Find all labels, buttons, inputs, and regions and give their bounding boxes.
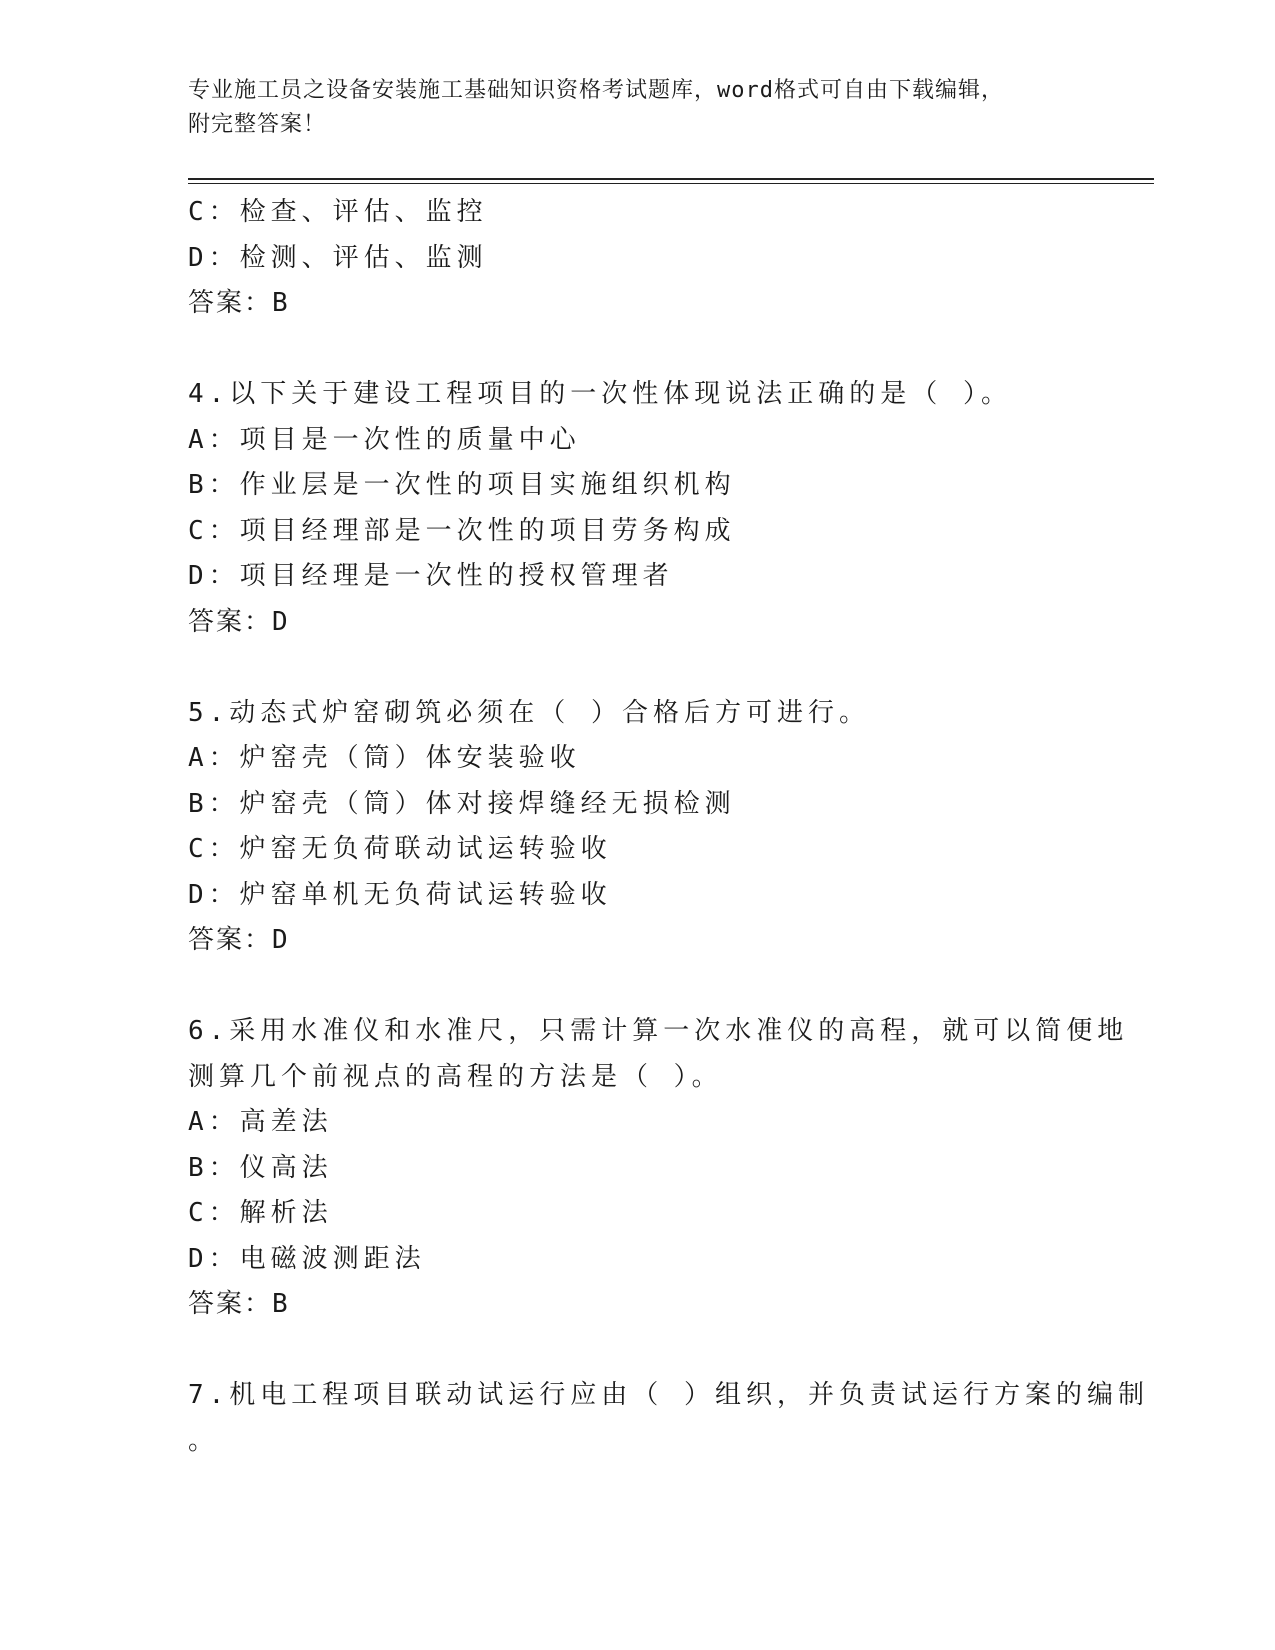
option-line: D：炉窑单机无负荷试运转验收 bbox=[188, 879, 612, 910]
option-line: C：检查、评估、监控 bbox=[188, 197, 488, 227]
option-line: C：炉窑无负荷联动试运转验收 bbox=[188, 834, 612, 864]
question-content bbox=[188, 190, 1149, 1464]
option-line: A：炉窑壳（筒）体安装验收 bbox=[188, 743, 581, 773]
question-line: 测算几个前视点的高程的方法是（ ）。 bbox=[188, 1061, 723, 1092]
option-line: A：项目是一次性的质量中心 bbox=[188, 424, 581, 455]
header-line-1: 专业施工员之设备安装施工基础知识资格考试题库，word格式可自由下载编辑， bbox=[188, 78, 1004, 103]
question-line: 5.动态式炉窑砌筑必须在（ ）合格后方可进行。 bbox=[188, 697, 870, 728]
option-line: D：项目经理是一次性的授权管理者 bbox=[188, 561, 674, 591]
answer-line: 答案：B bbox=[188, 1289, 290, 1319]
option-line: A：高差法 bbox=[188, 1107, 333, 1137]
option-line: C：项目经理部是一次性的项目劳务构成 bbox=[188, 515, 736, 546]
document-header bbox=[188, 74, 1068, 142]
spacer bbox=[188, 327, 1088, 373]
header-line-2: 附完整答案！ bbox=[188, 112, 327, 137]
option-line: D：电磁波测距法 bbox=[188, 1243, 426, 1274]
spacer bbox=[188, 964, 1088, 1010]
option-line: B：炉窑壳（筒）体对接焊缝经无损检测 bbox=[188, 788, 736, 819]
question-line: 7.机电工程项目联动试运行应由（ ）组织，并负责试运行方案的编制 bbox=[188, 1380, 1149, 1410]
answer-line: 答案：D bbox=[188, 925, 290, 955]
answer-line: 答案：D bbox=[188, 606, 290, 637]
option-line: D：检测、评估、监测 bbox=[188, 242, 488, 273]
answer-line: 答案：B bbox=[188, 288, 290, 318]
header-divider-thin bbox=[188, 183, 1154, 184]
option-line: B：作业层是一次性的项目实施组织机构 bbox=[188, 470, 736, 500]
question-line: 。 bbox=[188, 1425, 220, 1456]
option-line: B：仪高法 bbox=[188, 1152, 333, 1183]
spacer bbox=[188, 645, 1088, 691]
question-line: 6.采用水准仪和水准尺，只需计算一次水准仪的高程，就可以简便地 bbox=[188, 1016, 1129, 1046]
header-divider-thick bbox=[188, 178, 1154, 180]
question-line: 4.以下关于建设工程项目的一次性体现说法正确的是（ ）。 bbox=[188, 379, 1012, 409]
spacer bbox=[188, 1328, 1088, 1374]
option-line: C：解析法 bbox=[188, 1198, 333, 1228]
